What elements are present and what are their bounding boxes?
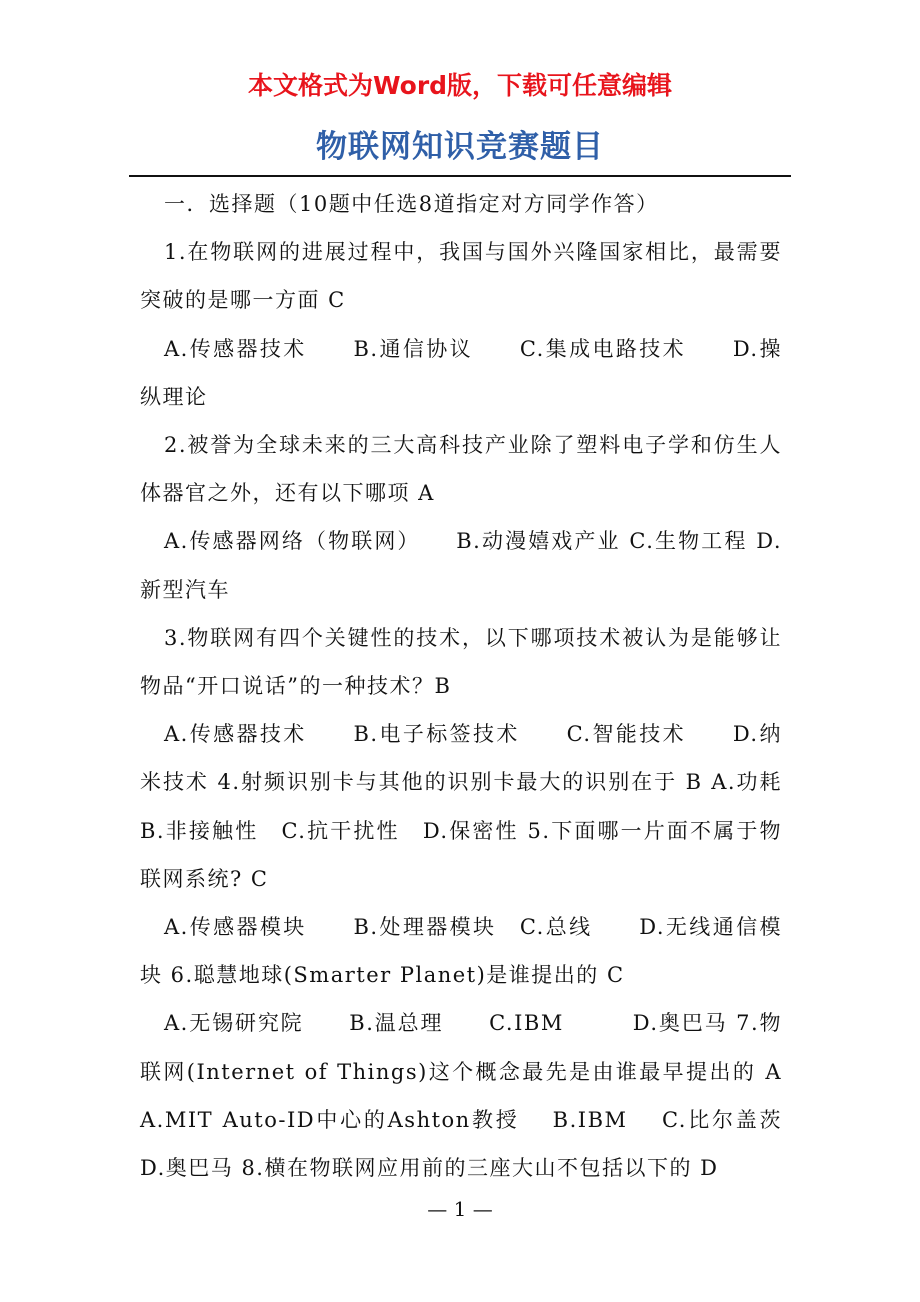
question-5-6-block: A.传感器模块 B.处理器模块 C.总线 D.无线通信模块 6.聪慧地球(Smarter Planet)是谁提出的 C bbox=[140, 915, 782, 988]
title-divider bbox=[129, 175, 791, 177]
question-3-5-block: A.传感器技术 B.电子标签技术 C.智能技术 D.纳米技术 4.射频识别卡与其他的识别卡最大的识别在于 B A.功耗 B.非接触性 C.抗干扰性 D.保密性 5.下面哪一片面不属于物联网系统? C bbox=[140, 722, 813, 891]
page-number: — 1 — bbox=[427, 1197, 493, 1221]
question-6-8-block: A.无锡研究院 B.温总理 C.IBM D.奥巴马 7.物联网(Internet of Things)这个概念最先是由谁最早提出的 A A.MIT Auto-ID中心的Ashton教授 B.IBM C.比尔盖茨 D.奥巴马 8.横在物联网应用前的三座大山不包括以下的 D bbox=[140, 1011, 782, 1181]
question-1: 1.在物联网的进展过程中，我国与国外兴隆国家相比，最需要突破的是哪一方面 C bbox=[140, 240, 782, 313]
question-1-options: A.传感器技术 B.通信协议 C.集成电路技术 D.操纵理论 bbox=[140, 336, 782, 409]
question-2-options: A.传感器网络（物联网） B.动漫嬉戏产业 C.生物工程 D.新型汽车 bbox=[140, 529, 782, 602]
section-heading: 一．选择题（10题中任选8道指定对方同学作答） bbox=[164, 192, 659, 216]
document-body bbox=[140, 180, 813, 1192]
document-title: 物联网知识竞赛题目 bbox=[316, 129, 604, 165]
question-2: 2.被誉为全球未来的三大高科技产业除了塑料电子学和仿生人体器官之外，还有以下哪项 A bbox=[140, 433, 782, 506]
question-3: 3.物联网有四个关键性的技术，以下哪项技术被认为是能够让物品“开口说话”的一种技术？B bbox=[140, 625, 782, 699]
format-notice: 本文格式为Word版，下载可任意编辑 bbox=[247, 71, 673, 100]
